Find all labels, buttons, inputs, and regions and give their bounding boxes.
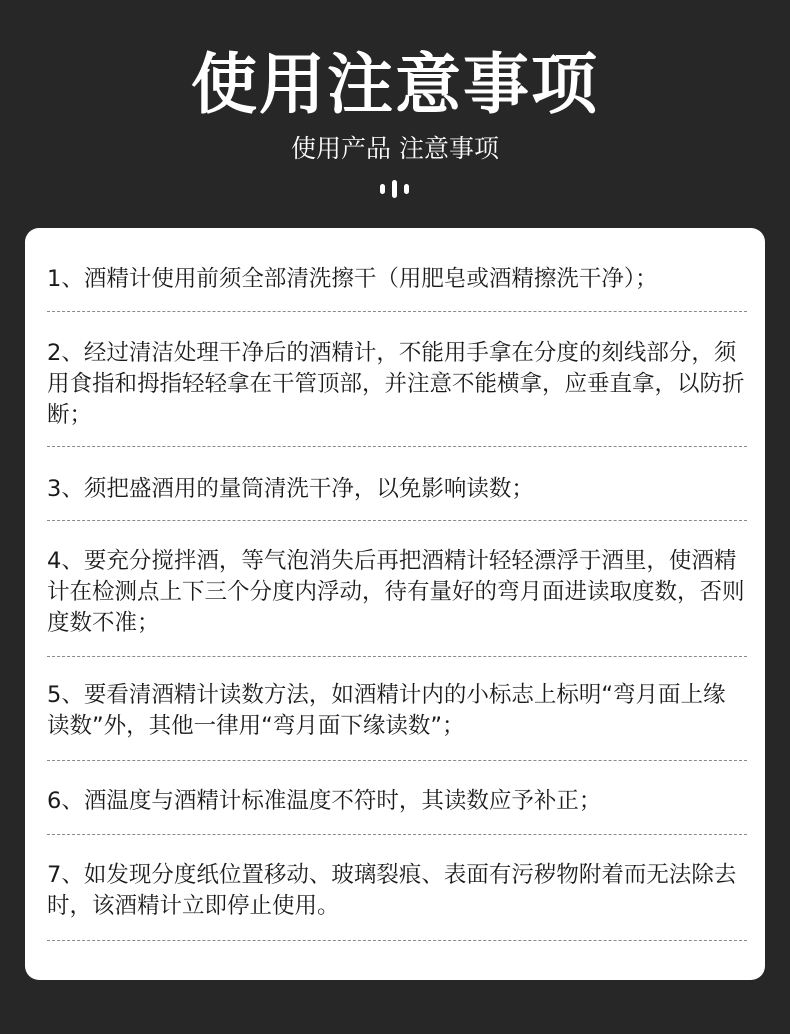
page-subtitle: 使用产品 注意事项 xyxy=(291,134,499,163)
dot-right xyxy=(404,184,409,194)
note-item-2: 2、经过清洁处理干净后的酒精计，不能用手拿在分度的刻线部分，须用食指和拇指轻轻拿在干管顶部，并注意不能横拿，应垂直拿，以防折断； xyxy=(47,340,745,428)
note-item-4: 4、要充分搅拌酒，等气泡消失后再把酒精计轻轻漂浮于酒里，使酒精计在检测点上下三个分度内浮动，待有量好的弯月面进读取度数，否则度数不准； xyxy=(47,548,745,636)
divider xyxy=(47,311,747,312)
divider xyxy=(47,940,747,941)
divider xyxy=(47,520,747,521)
three-dots-icon xyxy=(380,180,410,198)
page-title: 使用注意事项 xyxy=(191,46,599,123)
note-item-7: 7、如发现分度纸位置移动、玻璃裂痕、表面有污秽物附着而无法除去时，该酒精计立即停止使用。 xyxy=(47,862,737,919)
divider xyxy=(47,760,747,761)
note-item-1: 1、酒精计使用前须全部清洗擦干（用肥皂或酒精擦洗干净）； xyxy=(47,266,658,292)
note-item-6: 6、酒温度与酒精计标准温度不符时，其读数应予补正； xyxy=(47,788,602,814)
note-item-5: 5、要看清酒精计读数方法，如酒精计内的小标志上标明“弯月面上缘读数”外，其他一律用“弯月面下缘读数”； xyxy=(47,682,726,739)
notes-card xyxy=(25,228,765,980)
divider xyxy=(47,834,747,835)
note-item-3: 3、须把盛酒用的量筒清洗干净，以免影响读数； xyxy=(47,476,534,502)
dot-left xyxy=(380,184,385,194)
dot-center xyxy=(392,180,397,198)
divider xyxy=(47,656,747,657)
divider xyxy=(47,446,747,447)
